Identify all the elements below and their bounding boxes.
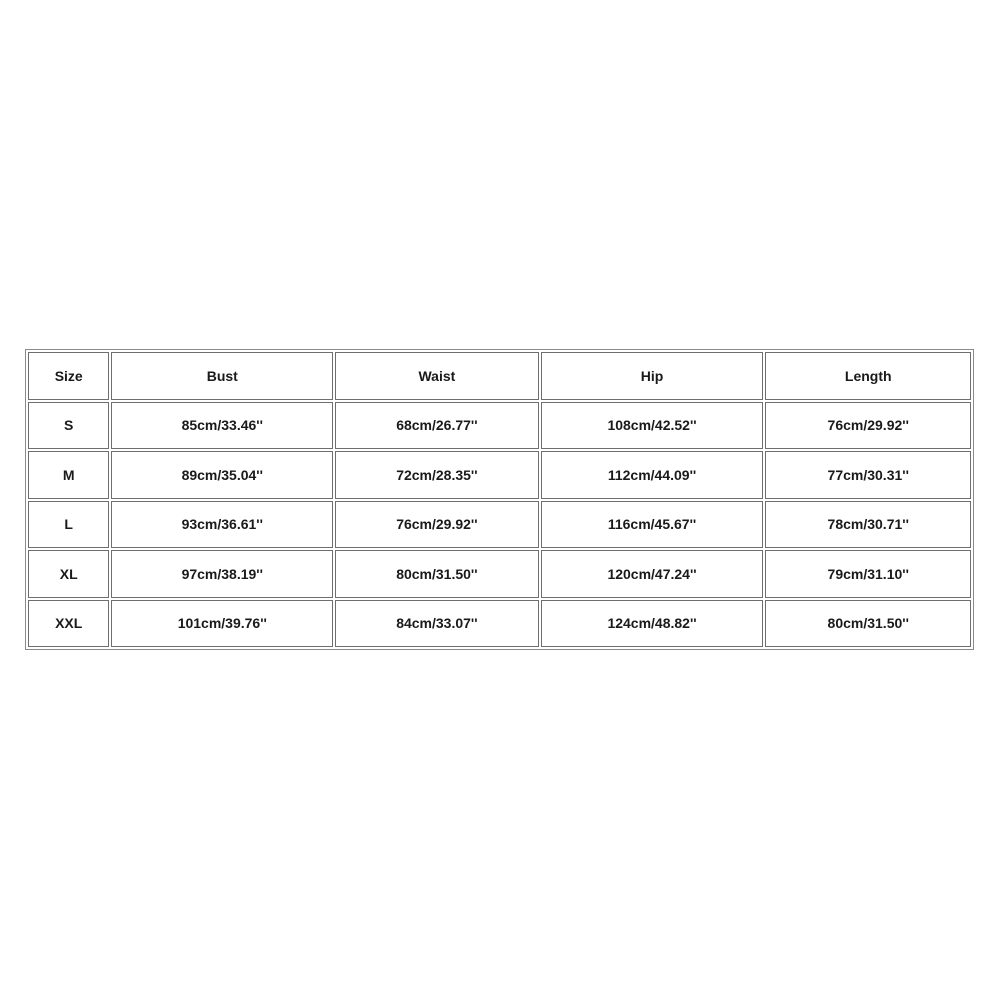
- cell-size: XL: [28, 550, 109, 598]
- cell-length: 79cm/31.10'': [765, 550, 971, 598]
- cell-hip: 116cm/45.67'': [541, 501, 764, 549]
- cell-bust: 97cm/38.19'': [111, 550, 333, 598]
- cell-hip: 108cm/42.52'': [541, 402, 764, 450]
- cell-bust: 89cm/35.04'': [111, 451, 333, 499]
- cell-size: XXL: [28, 600, 109, 648]
- cell-hip: 124cm/48.82'': [541, 600, 764, 648]
- table-header-row: [28, 352, 971, 400]
- cell-bust: 85cm/33.46'': [111, 402, 333, 450]
- cell-hip: 112cm/44.09'': [541, 451, 764, 499]
- table-row: [28, 550, 971, 598]
- cell-bust: 93cm/36.61'': [111, 501, 333, 549]
- table-row: [28, 501, 971, 549]
- header-length: Length: [765, 352, 971, 400]
- cell-waist: 72cm/28.35'': [335, 451, 538, 499]
- cell-size: S: [28, 402, 109, 450]
- header-bust: Bust: [111, 352, 333, 400]
- header-waist: Waist: [335, 352, 538, 400]
- cell-hip: 120cm/47.24'': [541, 550, 764, 598]
- cell-length: 78cm/30.71'': [765, 501, 971, 549]
- header-hip: Hip: [541, 352, 764, 400]
- header-size: Size: [28, 352, 109, 400]
- cell-waist: 76cm/29.92'': [335, 501, 538, 549]
- size-chart-table: [25, 349, 974, 650]
- cell-size: M: [28, 451, 109, 499]
- cell-length: 77cm/30.31'': [765, 451, 971, 499]
- table-row: [28, 402, 971, 450]
- table-row: [28, 600, 971, 648]
- cell-size: L: [28, 501, 109, 549]
- cell-waist: 84cm/33.07'': [335, 600, 538, 648]
- cell-waist: 68cm/26.77'': [335, 402, 538, 450]
- cell-length: 80cm/31.50'': [765, 600, 971, 648]
- cell-length: 76cm/29.92'': [765, 402, 971, 450]
- table-row: [28, 451, 971, 499]
- cell-bust: 101cm/39.76'': [111, 600, 333, 648]
- cell-waist: 80cm/31.50'': [335, 550, 538, 598]
